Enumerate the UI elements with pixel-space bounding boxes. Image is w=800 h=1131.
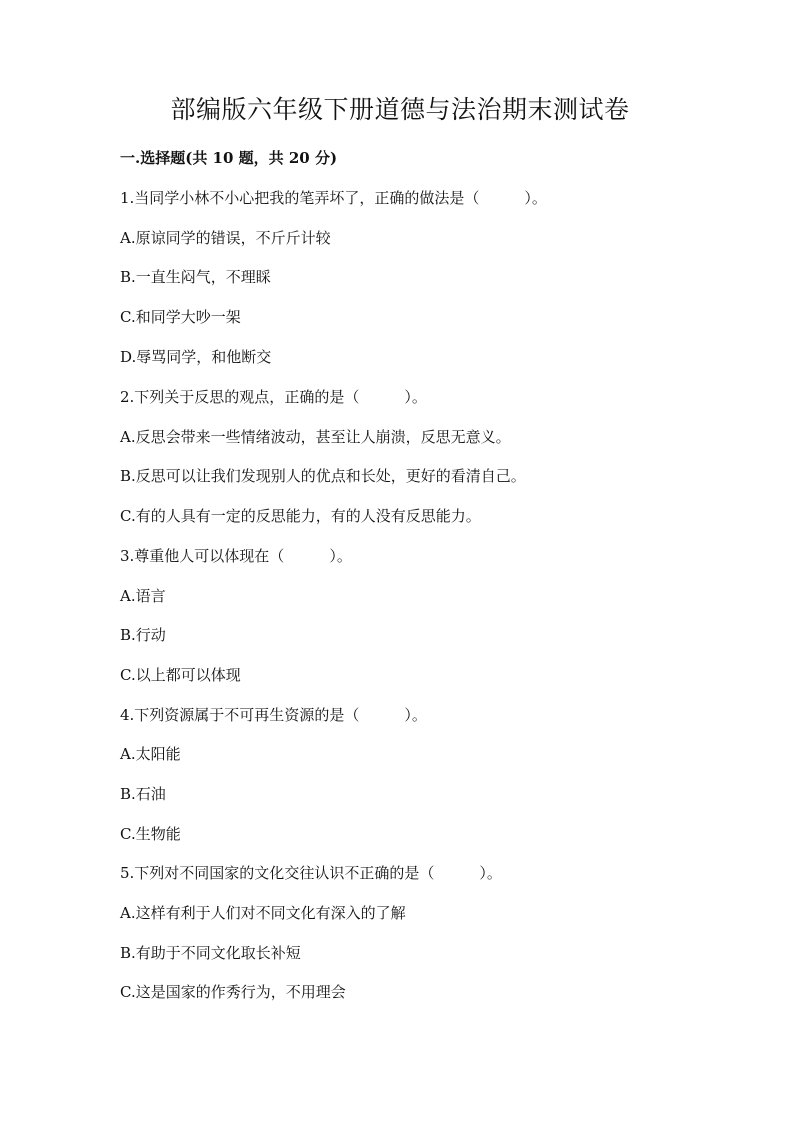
question-1-option-b: B.一直生闷气，不理睬 (120, 268, 271, 286)
question-5-stem: 5.下列对不同国家的文化交往认识不正确的是（ ）。 (120, 864, 502, 882)
question-3-option-a: A.语言 (120, 587, 166, 605)
question-2-option-b: B.反思可以让我们发现别人的优点和长处，更好的看清自己。 (120, 467, 526, 485)
question-2-option-a: A.反思会带来一些情绪波动，甚至让人崩溃，反思无意义。 (120, 428, 511, 446)
question-4-option-a: A.太阳能 (120, 745, 181, 763)
question-1-stem: 1.当同学小林不小心把我的笔弄坏了，正确的做法是（ ）。 (120, 189, 547, 207)
question-5-option-b: B.有助于不同文化取长补短 (120, 944, 301, 962)
question-3-option-b: B.行动 (120, 626, 166, 644)
question-5-option-a: A.这样有利于人们对不同文化有深入的了解 (120, 904, 406, 922)
question-2-option-c: C.有的人具有一定的反思能力，有的人没有反思能力。 (120, 507, 481, 525)
question-4-stem: 4.下列资源属于不可再生资源的是（ ）。 (120, 706, 427, 724)
question-1-option-c: C.和同学大吵一架 (120, 308, 241, 326)
question-4-option-c: C.生物能 (120, 825, 181, 843)
question-2-stem: 2.下列关于反思的观点，正确的是（ ）。 (120, 388, 427, 406)
question-1-option-a: A.原谅同学的错误，不斤斤计较 (120, 229, 331, 247)
question-1-option-d: D.辱骂同学，和他断交 (120, 348, 272, 366)
section-heading: 一.选择题(共 10 题，共 20 分) (120, 149, 338, 167)
question-4-option-b: B.石油 (120, 785, 166, 803)
page-title: 部编版六年级下册道德与法治期末测试卷 (170, 95, 630, 124)
question-3-stem: 3.尊重他人可以体现在（ ）。 (120, 547, 352, 565)
question-3-option-c: C.以上都可以体现 (120, 666, 241, 684)
question-5-option-c: C.这是国家的作秀行为，不用理会 (120, 983, 346, 1001)
